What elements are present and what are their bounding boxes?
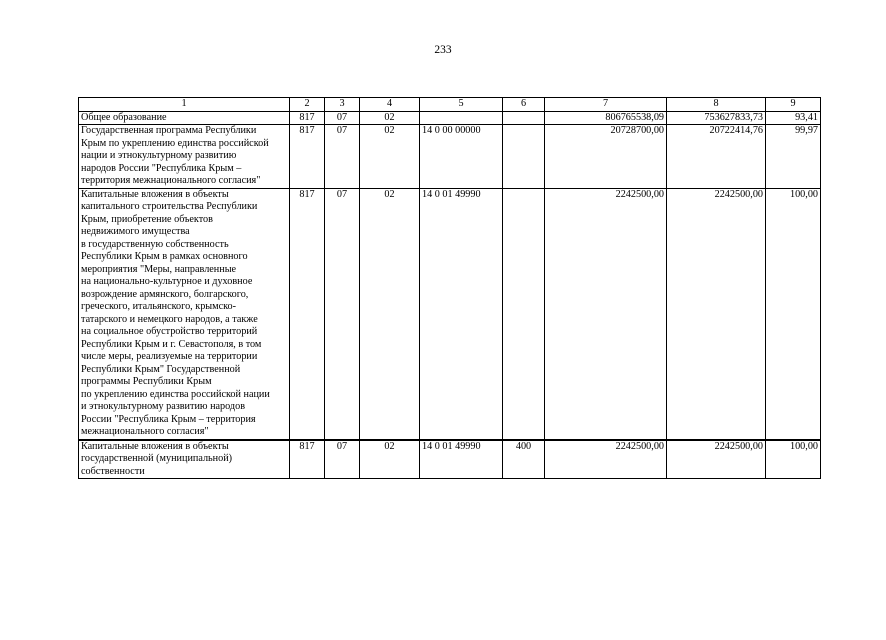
row-name-line: Республики Крым в рамках основного bbox=[81, 251, 248, 262]
row-name-line: на социальное обустройство территорий bbox=[81, 326, 258, 337]
row-name-line: греческого, итальянского, крымско- bbox=[81, 301, 237, 312]
section-cell: 07 bbox=[325, 188, 360, 440]
table-row bbox=[79, 125, 821, 189]
row-name-line: Капитальные вложения в объекты bbox=[81, 188, 229, 200]
budget-table bbox=[78, 97, 821, 479]
plan-cell: 806765538,09 bbox=[545, 111, 667, 125]
row-name-line: Капитальные вложения в объекты bbox=[81, 440, 229, 452]
table-row bbox=[79, 440, 821, 479]
row-name-line: Крым, приобретение объектов bbox=[81, 213, 213, 225]
table-row bbox=[79, 111, 821, 125]
row-name-line: в государственную собственность bbox=[81, 238, 229, 250]
percent-cell: 93,41 bbox=[766, 111, 821, 125]
row-name-line: мероприятия "Меры, направленные bbox=[81, 263, 237, 275]
row-name-line: Государственная программа Республики bbox=[81, 125, 257, 136]
header-cell: 7 bbox=[545, 98, 667, 112]
vid-cell bbox=[503, 111, 545, 125]
row-name-line: России "Республика Крым – территория bbox=[81, 413, 256, 425]
percent-cell: 100,00 bbox=[766, 188, 821, 440]
percent-cell: 99,97 bbox=[766, 125, 821, 189]
section-cell: 07 bbox=[325, 125, 360, 189]
header-cell: 3 bbox=[325, 98, 360, 112]
subsection-cell: 02 bbox=[360, 188, 420, 440]
ministry-cell: 817 bbox=[290, 440, 325, 479]
vid-cell bbox=[503, 188, 545, 440]
row-name-line: собственности bbox=[81, 465, 145, 477]
section-cell: 07 bbox=[325, 111, 360, 125]
row-name-cell bbox=[79, 111, 290, 125]
row-name-line: Республики Крым" Государственной bbox=[81, 363, 241, 375]
row-name-line: Общее образование bbox=[81, 111, 167, 123]
row-name-line: Крым по укреплению единства российской bbox=[81, 137, 269, 149]
row-name-cell bbox=[79, 440, 290, 479]
subsection-cell: 02 bbox=[360, 111, 420, 125]
row-name-line: по укреплению единства российской нации bbox=[81, 388, 270, 400]
vid-cell bbox=[503, 125, 545, 189]
row-name-line: и этнокультурному развитию народов bbox=[81, 401, 246, 412]
target-cell: 14 0 00 00000 bbox=[420, 125, 503, 189]
row-name-cell bbox=[79, 125, 290, 189]
row-name-line: нации и этнокультурному развитию bbox=[81, 150, 237, 161]
plan-cell: 20728700,00 bbox=[545, 125, 667, 189]
executed-cell: 2242500,00 bbox=[667, 440, 766, 479]
row-name-cell bbox=[79, 188, 290, 440]
row-name-line: возрождение армянского, болгарского, bbox=[81, 288, 249, 300]
vid-cell: 400 bbox=[503, 440, 545, 479]
executed-cell: 753627833,73 bbox=[667, 111, 766, 125]
row-name-line: государственной (муниципальной) bbox=[81, 453, 233, 464]
header-cell: 4 bbox=[360, 98, 420, 112]
row-name-line: программы Республики Крым bbox=[81, 376, 212, 387]
row-name-line: татарского и немецкого народов, а также bbox=[81, 313, 258, 325]
executed-cell: 20722414,76 bbox=[667, 125, 766, 189]
ministry-cell: 817 bbox=[290, 111, 325, 125]
header-row bbox=[79, 98, 821, 112]
header-cell: 6 bbox=[503, 98, 545, 112]
header-cell: 2 bbox=[290, 98, 325, 112]
row-name-line: территория межнационального согласия" bbox=[81, 175, 261, 186]
subsection-cell: 02 bbox=[360, 440, 420, 479]
header-cell: 1 bbox=[79, 98, 290, 112]
target-cell: 14 0 01 49990 bbox=[420, 188, 503, 440]
ministry-cell: 817 bbox=[290, 125, 325, 189]
percent-cell: 100,00 bbox=[766, 440, 821, 479]
ministry-cell: 817 bbox=[290, 188, 325, 440]
row-name-line: народов России "Республика Крым – bbox=[81, 162, 242, 174]
row-name-line: на национально-культурное и духовное bbox=[81, 276, 253, 287]
row-name-line: капитального строительства Республики bbox=[81, 201, 258, 212]
table-row bbox=[79, 188, 821, 440]
target-cell: 14 0 01 49990 bbox=[420, 440, 503, 479]
page-number: 233 bbox=[434, 44, 452, 56]
subsection-cell: 02 bbox=[360, 125, 420, 189]
section-cell: 07 bbox=[325, 440, 360, 479]
header-cell: 9 bbox=[766, 98, 821, 112]
plan-cell: 2242500,00 bbox=[545, 440, 667, 479]
row-name-line: числе меры, реализуемые на территории bbox=[81, 351, 258, 362]
target-cell bbox=[420, 111, 503, 125]
row-name-line: недвижимого имущества bbox=[81, 226, 190, 237]
header-cell: 8 bbox=[667, 98, 766, 112]
header-cell: 5 bbox=[420, 98, 503, 112]
executed-cell: 2242500,00 bbox=[667, 188, 766, 440]
row-name-line: Республики Крым и г. Севастополя, в том bbox=[81, 338, 262, 350]
row-name-line: межнационального согласия" bbox=[81, 426, 209, 437]
plan-cell: 2242500,00 bbox=[545, 188, 667, 440]
